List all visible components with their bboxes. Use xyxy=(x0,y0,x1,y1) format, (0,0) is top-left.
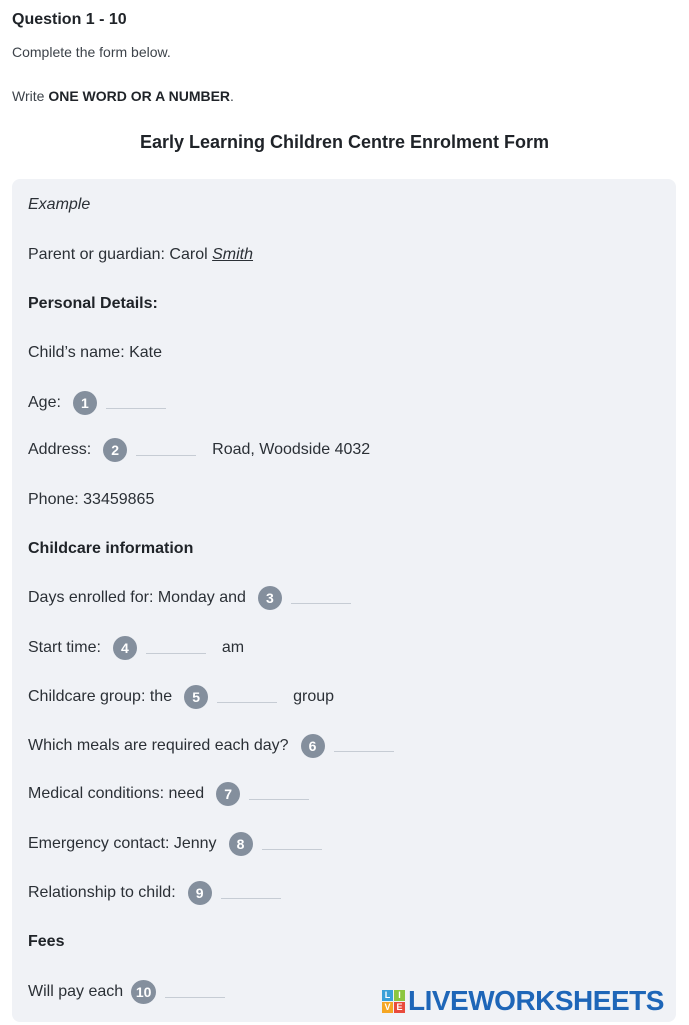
group-label: Childcare group: the xyxy=(28,688,173,705)
fees-heading: Fees xyxy=(28,933,65,950)
word-limit-instruction xyxy=(12,88,234,104)
pay-row xyxy=(28,978,225,1006)
question-number-badge: 5 xyxy=(184,685,208,709)
question-number-badge: 9 xyxy=(188,881,212,905)
example-label: Example xyxy=(28,196,91,213)
childcare-heading: Childcare information xyxy=(28,540,194,557)
phone: Phone: 33459865 xyxy=(28,491,155,508)
logo-letter: V xyxy=(382,1002,393,1013)
days-label: Days enrolled for: Monday and xyxy=(28,589,246,606)
meals-row xyxy=(28,732,394,760)
answer-blank-5[interactable] xyxy=(217,702,277,703)
question-number-badge: 4 xyxy=(113,636,137,660)
logo-letter: L xyxy=(382,990,393,1001)
parent-example-answer: Smith xyxy=(212,246,254,263)
question-number-badge: 7 xyxy=(216,782,240,806)
question-number-badge: 3 xyxy=(258,586,282,610)
meals-label: Which meals are required each day? xyxy=(28,737,289,754)
address-suffix: Road, Woodside 4032 xyxy=(212,441,371,458)
question-number-badge: 10 xyxy=(131,980,156,1004)
question-title: Question 1 - 10 xyxy=(12,11,127,28)
logo-mark-icon xyxy=(382,990,405,1013)
liveworksheets-logo[interactable] xyxy=(382,986,664,1016)
relationship-label: Relationship to child: xyxy=(28,884,176,901)
medical-label: Medical conditions: need xyxy=(28,785,205,802)
answer-blank-8[interactable] xyxy=(262,849,322,850)
word-limit: ONE WORD OR A NUMBER xyxy=(48,88,231,104)
answer-blank-1[interactable] xyxy=(106,408,166,409)
question-number-badge: 6 xyxy=(301,734,325,758)
age-label: Age: xyxy=(28,394,61,411)
parent-row xyxy=(28,241,253,269)
instruction-prefix: Write xyxy=(12,88,49,104)
logo-text: LIVEWORKSHEETS xyxy=(408,985,664,1016)
emergency-row xyxy=(28,830,322,858)
answer-blank-6[interactable] xyxy=(334,751,394,752)
address-label: Address: xyxy=(28,441,92,458)
relationship-row xyxy=(28,879,281,907)
logo-letter: I xyxy=(394,990,405,1001)
instruction-suffix: . xyxy=(230,88,234,104)
age-row xyxy=(28,389,166,417)
question-number-badge: 8 xyxy=(229,832,253,856)
answer-blank-3[interactable] xyxy=(291,603,351,604)
address-row xyxy=(28,436,370,464)
emergency-label: Emergency contact: Jenny xyxy=(28,835,217,852)
medical-row xyxy=(28,780,309,808)
answer-blank-4[interactable] xyxy=(146,653,206,654)
form-title: Early Learning Children Centre Enrolment Form xyxy=(139,132,550,152)
answer-blank-7[interactable] xyxy=(249,799,309,800)
pay-label: Will pay each xyxy=(28,983,124,1000)
child-name: Child’s name: Kate xyxy=(28,344,162,361)
start-time-label: Start time: xyxy=(28,639,101,656)
group-suffix: group xyxy=(293,688,335,705)
question-number-badge: 1 xyxy=(73,391,97,415)
instruction-text: Complete the form below. xyxy=(12,44,171,60)
answer-blank-10[interactable] xyxy=(165,997,225,998)
group-row xyxy=(28,683,334,711)
start-time-suffix: am xyxy=(221,639,245,656)
start-time-row xyxy=(28,634,244,662)
logo-letter: E xyxy=(394,1002,405,1013)
question-number-badge: 2 xyxy=(103,438,127,462)
answer-blank-9[interactable] xyxy=(221,898,281,899)
answer-blank-2[interactable] xyxy=(136,455,196,456)
personal-details-heading: Personal Details: xyxy=(28,295,158,312)
parent-label: Parent or guardian: Carol xyxy=(28,246,213,263)
days-row xyxy=(28,584,351,612)
